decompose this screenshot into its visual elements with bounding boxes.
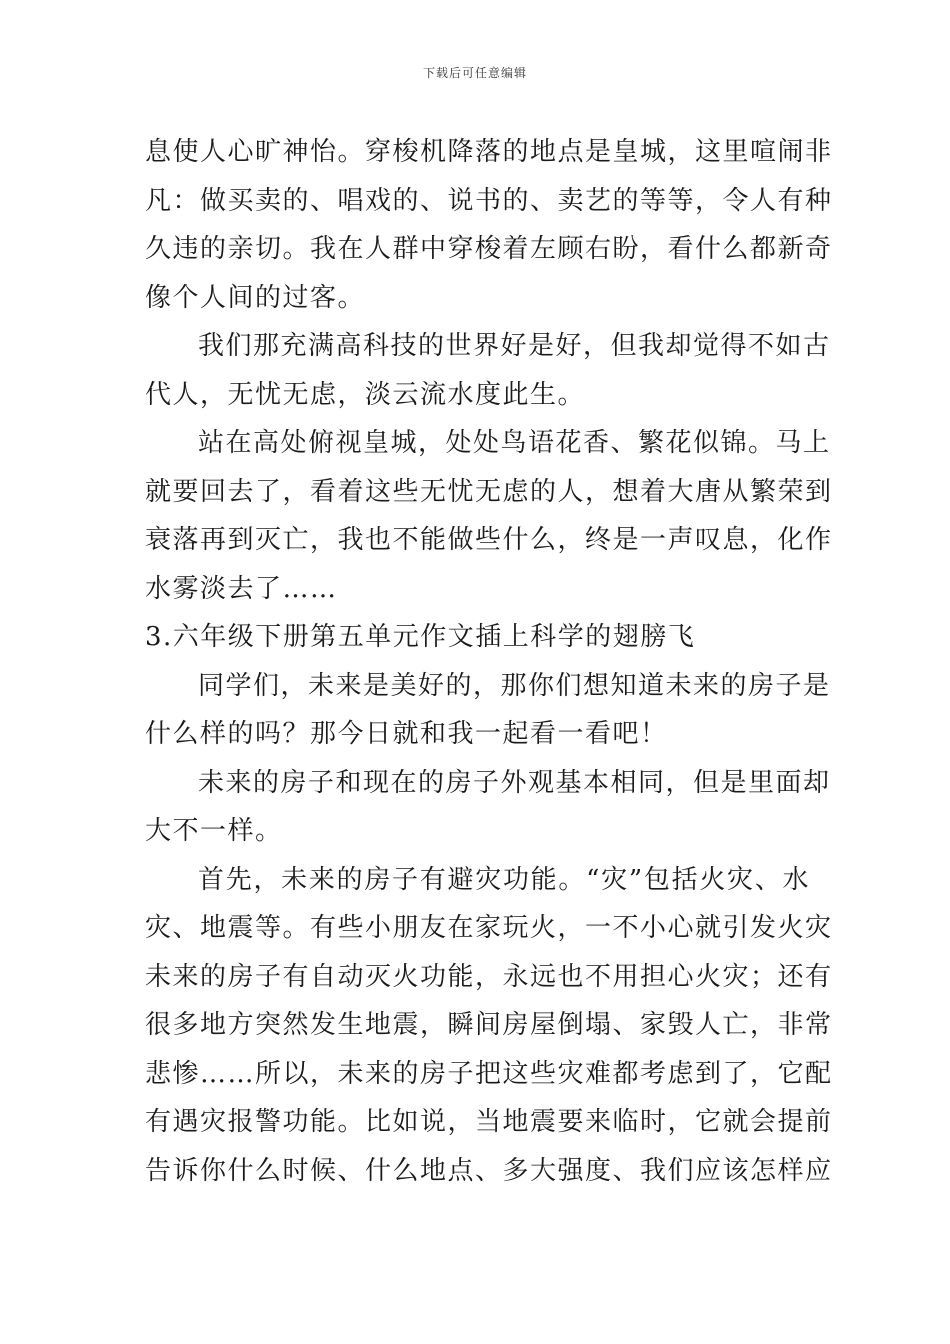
text-line: 未来的房子有自动灭火功能，永远也不用担心火灾；还有: [145, 961, 833, 992]
text-line: 悲惨……所以，未来的房子把这些灾难都考虑到了，它配: [145, 1058, 833, 1089]
text-line: 站在高处俯视皇城，处处鸟语花香、繁花似锦。马上: [198, 428, 831, 458]
text-line: 代人，无忧无虑，淡云流水度此生。: [145, 379, 586, 410]
text-line: 很多地方突然发生地震，瞬间房屋倒塌、家毁人亡，非常: [145, 1010, 833, 1040]
text-line: 我们那充满高科技的世界好是好，但我却觉得不如古: [198, 331, 831, 361]
text-line: 告诉你什么时候、什么地点、多大强度、我们应该怎样应: [145, 1155, 833, 1186]
text-line: 衰落再到灭亡，我也不能做些什么，终是一声叹息，化作: [145, 525, 833, 555]
text-line: 大不一样。: [145, 816, 283, 846]
text-line: 同学们，未来是美好的，那你们想知道未来的房子是: [198, 670, 831, 701]
text-line: 凡：做买卖的、唱戏的、说书的、卖艺的等等，令人有种: [145, 185, 833, 216]
text-line: 什么样的吗？那今日就和我一起看一看吧！: [145, 719, 668, 749]
text-line: 有遇灾报警功能。比如说，当地震要来临时，它就会提前: [145, 1107, 833, 1137]
section-heading: 3.六年级下册第五单元作文插上科学的翅膀飞: [145, 622, 696, 652]
text-line: 像个人间的过客。: [145, 282, 366, 313]
text-line: 息使人心旷神怡。穿梭机降落的地点是皇城，这里喧闹非: [145, 137, 833, 167]
text-line: 首先，未来的房子有避灾功能。“灾”包括火灾、水: [198, 864, 810, 895]
page-header: 下载后可任意编辑: [422, 66, 527, 80]
text-line: 灾、地震等。有些小朋友在家玩火，一不小心就引发火灾: [145, 913, 833, 943]
text-line: 未来的房子和现在的房子外观基本相同，但是里面却: [198, 767, 831, 798]
text-line: 水雾淡去了……: [145, 573, 338, 604]
document-body: [145, 128, 833, 1195]
text-line: 久违的亲切。我在人群中穿梭着左顾右盼，看什么都新奇: [145, 234, 833, 264]
text-line: 就要回去了，看着这些无忧无虑的人，想着大唐从繁荣到: [145, 476, 833, 507]
